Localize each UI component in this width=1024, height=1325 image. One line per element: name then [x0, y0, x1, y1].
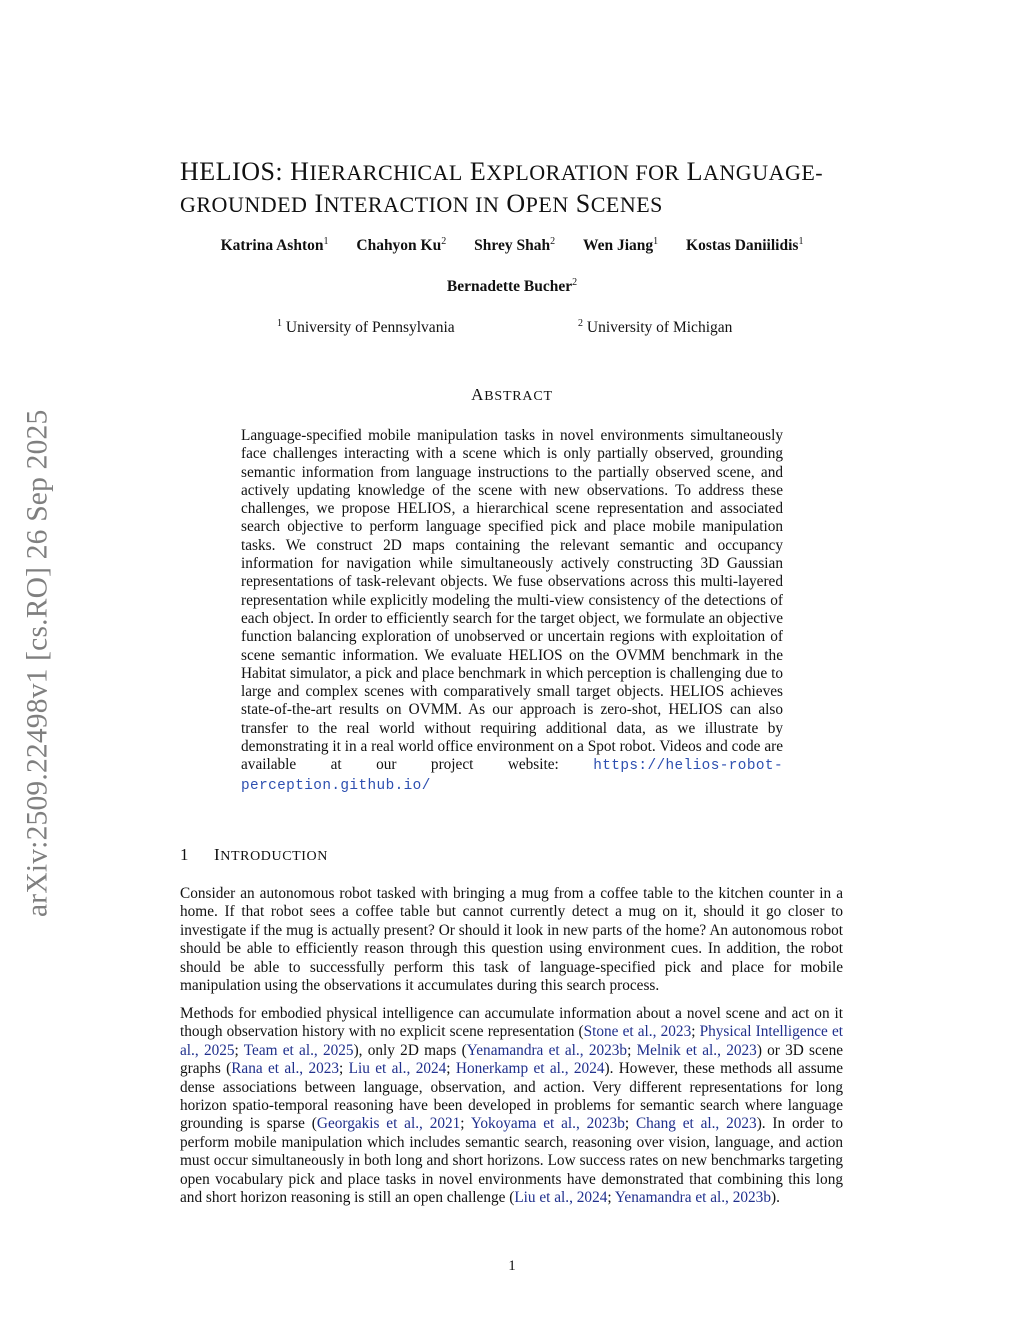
citation-authors: Melnik et al., — [636, 1041, 721, 1059]
citation-authors: Team et al., — [243, 1041, 318, 1059]
author-name: Shrey Shah — [474, 237, 551, 255]
text-run: ), only 2D maps ( — [353, 1041, 467, 1059]
citation-authors: Physical Intelligence et al., — [180, 1023, 843, 1059]
text-run: ). However, these methods all assume dense associations between language, observation, and action. Very different representations for long horizon spatio-temporal reasoning have been developed in problems for semantic search where language grounding is sparse ( — [180, 1060, 844, 1133]
citation-authors: Stone et al., — [583, 1023, 657, 1041]
title-line-1 — [180, 156, 860, 188]
text-run: ; — [691, 1023, 700, 1041]
author-affil-mark: 2 — [441, 236, 447, 247]
citation-link[interactable] — [456, 1060, 605, 1077]
text-run: ). — [770, 1189, 780, 1207]
citation-link[interactable] — [615, 1189, 771, 1206]
citation-link[interactable] — [231, 1060, 339, 1077]
heading-rest: BSTRACT — [484, 389, 553, 404]
citation-year: 2025 — [322, 1041, 354, 1059]
title-part: GROUNDED — [180, 192, 308, 217]
arxiv-stamp: arXiv:2509.22498v1 [cs.RO] 26 Sep 2025 — [21, 409, 54, 917]
text-run: ). In order to perform mobile manipulation which includes semantic search, reasoning over vision, language, and action must occur simultaneously in both long and short horizons. Low success rates on new benchmarks targeting open vocabulary pick and place tasks in novel environments have demonstrated that combining this long and short horizon reasoning is still an open challenge ( — [180, 1115, 843, 1207]
citation-authors: Yenamandra et al., — [614, 1189, 729, 1207]
affiliation — [578, 318, 732, 337]
text-run: ; — [607, 1189, 615, 1207]
citation-link[interactable] — [471, 1115, 625, 1132]
title-part: PEN — [525, 192, 569, 217]
citation-authors: Chang et al., — [635, 1115, 720, 1133]
title-part: HELIOS: H — [180, 157, 310, 186]
page-number: 1 — [508, 1258, 516, 1274]
title-part: XPLORATION FOR — [486, 160, 680, 185]
author-name: Wen Jiang — [582, 237, 654, 255]
title-part: IERARCHICAL — [309, 160, 463, 185]
text-run: ; — [446, 1060, 456, 1078]
author-affil-mark: 2 — [572, 277, 578, 288]
title-part: CENES — [590, 192, 663, 217]
affiliation-name: University of Michigan — [586, 319, 733, 337]
author-name: Bernadette Bucher — [446, 278, 573, 296]
affiliation-mark: 1 — [277, 318, 282, 329]
citation-link[interactable] — [637, 1042, 757, 1059]
author — [221, 236, 329, 255]
title-part: O — [499, 189, 526, 218]
affiliation — [277, 318, 455, 337]
section-number: 1 — [180, 845, 190, 864]
citation-year: 2021 — [429, 1115, 461, 1133]
author-affil-mark: 2 — [550, 236, 556, 247]
citation-link[interactable] — [317, 1115, 460, 1132]
author-name: Kostas Daniilidis — [686, 237, 799, 255]
citation-year: 2023 — [308, 1060, 340, 1078]
author-name: Katrina Ashton — [220, 237, 324, 255]
text-run: Methods for embodied physical intelligence can accumulate information about a novel scene and act on it though observation history with no explicit scene representation ( — [180, 1005, 843, 1041]
citation-link[interactable] — [584, 1023, 692, 1040]
affiliation-mark: 2 — [578, 318, 583, 329]
title-part: ANGUAGE- — [703, 160, 824, 185]
citation-year: 2023 — [726, 1041, 757, 1059]
author — [583, 236, 658, 255]
paper-title — [180, 156, 860, 220]
abstract-body — [241, 427, 783, 795]
abstract-heading — [180, 385, 844, 405]
citation-authors: Honerkamp et al., — [455, 1060, 569, 1078]
citation-authors: Rana et al., — [231, 1060, 304, 1078]
title-part: I — [307, 189, 324, 218]
citation-year: 2024 — [573, 1060, 605, 1078]
citation-authors: Yokoyama et al., — [470, 1115, 580, 1133]
citation-authors: Liu et al., — [348, 1060, 411, 1078]
author-affil-mark: 1 — [653, 236, 659, 247]
citation-link[interactable] — [467, 1042, 627, 1059]
text-run: ; — [624, 1115, 636, 1133]
heading-initial: I — [214, 845, 221, 864]
author-affil-mark: 1 — [798, 236, 804, 247]
citation-year: 2023 — [726, 1115, 757, 1133]
citation-year: 2025 — [203, 1041, 235, 1059]
author — [474, 236, 555, 255]
author-affil-mark: 1 — [323, 236, 329, 247]
citation-year: 2023b — [586, 1115, 625, 1133]
heading-initial: A — [471, 385, 485, 404]
title-part: S — [568, 189, 591, 218]
author — [686, 236, 803, 255]
citation-authors: Georgakis et al., — [316, 1115, 423, 1133]
text-run: ; — [627, 1041, 637, 1059]
abstract-text: Language-specified mobile manipulation tasks in novel environments simultaneously face challenges interacting with a scene which is only partially observed, grounding semantic information from language instructions to the partially observed scene, and actively updating knowledge of the scene with new observations. To address these challenges, we propose HELIOS, a hierarchical scene representation and associated search objective to perform language specified pick and place mobile manipulation tasks. We construct 2D maps containing the relevant semantic and occupancy information for navigation while simultaneously actively constructing 3D Gaussian representations of task-relevant objects. We fuse observations across this multi-layered representation while explicitly modeling the multi-view consistency of the detections of each object. In order to efficiently search for the target object, we formulate an objective function balancing exploration of unobserved or uncertain regions with exploitation of scene semantic information. We evaluate HELIOS on the OVMM benchmark in the Habitat simulator, a pick and place benchmark in which perception is challenging due to large and complex scenes with comparatively small target objects. HELIOS achieves state-of-the-art results on OVMM. As our approach is zero-shot, HELIOS can also transfer to the real world without requiring additional data, as we illustrate by demonstrating it in a real world office environment on a Spot robot. Videos and code are available at our project website: — [241, 427, 783, 774]
author — [447, 277, 577, 296]
author — [356, 236, 446, 255]
citation-year: 2023b — [588, 1041, 628, 1059]
title-line-2 — [180, 188, 860, 220]
citation-link[interactable] — [514, 1189, 607, 1206]
intro-paragraph-2 — [180, 1005, 843, 1207]
citation-authors: Liu et al., — [514, 1189, 573, 1207]
affiliation-name: University of Pennsylvania — [285, 319, 455, 337]
citation-authors: Yenamandra et al., — [466, 1041, 584, 1059]
author-name: Chahyon Ku — [356, 237, 442, 255]
text-run: ; — [460, 1115, 471, 1133]
citation-link[interactable] — [244, 1042, 354, 1059]
citation-link[interactable] — [349, 1060, 447, 1077]
author-row-2 — [180, 277, 844, 296]
text-run: ) or 3D scene graphs ( — [180, 1041, 844, 1078]
title-part: NTERACTION IN — [323, 192, 500, 217]
text-run: ; — [339, 1060, 349, 1078]
citation-year: 2024 — [415, 1060, 447, 1078]
citation-year: 2024 — [576, 1189, 608, 1207]
title-part: L — [679, 157, 704, 186]
project-url-link[interactable]: https://helios-robot-perception.github.io/ — [241, 758, 783, 794]
author-row-1 — [180, 236, 844, 255]
citation-year: 2023 — [660, 1023, 692, 1041]
citation-year: 2023b — [732, 1189, 771, 1207]
heading-rest: NTRODUCTION — [220, 849, 328, 864]
title-part: E — [462, 157, 487, 186]
section-heading — [180, 845, 328, 865]
text-run: ; — [234, 1041, 244, 1059]
intro-paragraph-1: Consider an autonomous robot tasked with bringing a mug from a coffee table to the kitchen counter in a home. If that robot sees a coffee table but cannot currently detect a mug on it, should it go closer to investigate if the mug is actually present? Or should it look in new parts of the home? An autonomous robot should be able to efficiently reason through this question using environment cues. In addition, the robot should be able to successfully perform this task of language-specified pick and place for mobile manipulation using the observations it accumulates during this search process. — [180, 885, 843, 995]
citation-link[interactable] — [636, 1115, 757, 1132]
